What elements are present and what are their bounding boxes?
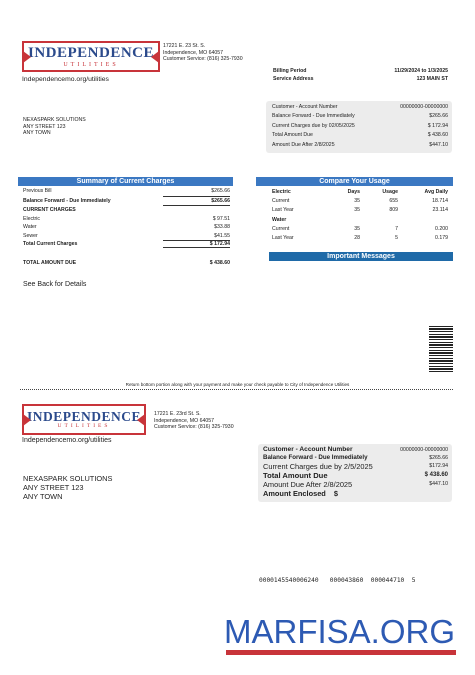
logo-main-text: INDEPENDENCE: [26, 408, 141, 424]
billing-period-value: 11/29/2024 to 1/3/2025: [394, 68, 448, 74]
address-line: Customer Service: (816) 325-7930: [163, 56, 243, 63]
logo-sub-text: UTILITIES: [63, 61, 119, 68]
usage-row: Current 35 7 0.200: [272, 225, 448, 232]
usage-header: Compare Your Usage: [256, 177, 453, 186]
logo-sub-text: UTILITIES: [57, 423, 111, 429]
total-due-row: TOTAL AMOUNT DUE $ 438.60: [23, 260, 230, 267]
summary-divider: [163, 247, 230, 248]
stub-account-row: Customer - Account Number 00000000-00000000: [263, 446, 448, 453]
service-address-label: Service Address: [273, 76, 314, 82]
charge-row: Sewer $41.55: [23, 232, 230, 239]
scanline: 0000145540006240 000043860 000044710 5: [259, 577, 416, 584]
see-back-text: See Back for Details: [23, 281, 87, 288]
usage-header-row: Electric Days Usage Avg Daily: [272, 189, 448, 195]
account-row: Current Charges due by 02/05/2025 $ 172.94: [272, 122, 448, 129]
total-current-row: Total Current Charges $ 172.94: [23, 240, 230, 247]
stub-account-box: [258, 444, 452, 502]
account-summary-box: [266, 101, 452, 153]
important-messages-header: Important Messages: [269, 252, 453, 261]
customer-line: ANY TOWN: [23, 130, 51, 137]
enclosed-dollar: $: [333, 489, 338, 498]
cut-line: [20, 389, 453, 390]
charge-row: Water $33.88: [23, 224, 230, 231]
watermark-text: MARFISA.ORG: [224, 613, 456, 650]
usage-row: Last Year 35 809 23.114: [272, 207, 448, 214]
water-label-row: Water: [272, 216, 287, 223]
side-barcode: [429, 326, 453, 372]
customer-line: NEXASPARK SOLUTIONS: [23, 474, 113, 483]
usage-table: [272, 188, 448, 243]
balance-forward-row: Balance Forward - Due Immediately $265.66: [23, 197, 230, 204]
address-line: Customer Service: (816) 325-7930: [154, 424, 234, 431]
company-logo: [22, 41, 160, 72]
stub-enclosed-row: Amount Enclosed $: [263, 489, 338, 498]
charge-row: Electric $ 97.51: [23, 215, 230, 222]
logo-left-chevron: [23, 414, 31, 426]
stub-current-row: Current Charges due by 2/5/2025 $172.94: [263, 462, 448, 471]
usage-row: Current 35 655 18.714: [272, 198, 448, 205]
stub-customer-address: [23, 474, 112, 501]
address-line: Independence, MO 64057: [154, 417, 214, 424]
account-row: Amount Due After 2/8/2025 $447.10: [272, 141, 448, 148]
address-line: 17221 E. 23rd St. S.: [154, 411, 201, 417]
customer-line: NEXASPARK SOLUTIONS: [23, 117, 86, 123]
company-address: [163, 43, 243, 63]
logo-main-text: INDEPENDENCE: [27, 44, 154, 61]
service-address-value: 123 MAIN ST: [416, 76, 448, 82]
summary-divider: [163, 205, 230, 206]
website-link[interactable]: Independencemo.org/utilities: [22, 76, 109, 83]
logo-right-chevron: [137, 414, 145, 426]
summary-section: [23, 188, 230, 267]
stub-after-row: Amount Due After 2/8/2025 $447.10: [263, 480, 448, 489]
stub-website-link[interactable]: Independencemo.org/utilities: [22, 437, 112, 444]
summary-divider: [163, 196, 230, 197]
customer-line: ANY STREET 123: [23, 123, 66, 130]
account-row: Customer - Account Number 00000000-00000000: [272, 104, 448, 110]
previous-bill-row: Previous Bill $265.66: [23, 188, 230, 194]
logo-right-chevron: [151, 51, 159, 63]
billing-period-label: Billing Period: [273, 68, 307, 74]
logo-left-chevron: [23, 51, 31, 63]
cut-line-text: Return bottom portion along with your payment and make your check payable to City of Independence Utilities: [125, 382, 350, 387]
stub-total-row: Total Amount Due $ 438.60: [263, 471, 448, 480]
customer-line: ANY TOWN: [23, 492, 63, 501]
account-row: Total Amount Due $ 438.60: [272, 132, 448, 139]
address-line: Independence, MO 64057: [163, 49, 223, 56]
customer-address: [23, 117, 86, 137]
stub-company-address: [154, 411, 234, 431]
address-line: 17221 E. 23 St. S.: [163, 43, 206, 49]
account-row: Balance Forward - Due Immediately $265.66: [272, 113, 448, 120]
summary-header: Summary of Current Charges: [18, 177, 233, 186]
usage-row: Last Year 28 5 0.179: [272, 235, 448, 242]
stub-balance-row: Balance Forward - Due Immediately $265.66: [263, 454, 448, 461]
customer-line: ANY STREET 123: [23, 483, 84, 492]
stub-company-logo: [22, 404, 146, 435]
watermark-underline: [226, 650, 456, 655]
current-charges-label: CURRENT CHARGES: [23, 207, 76, 214]
